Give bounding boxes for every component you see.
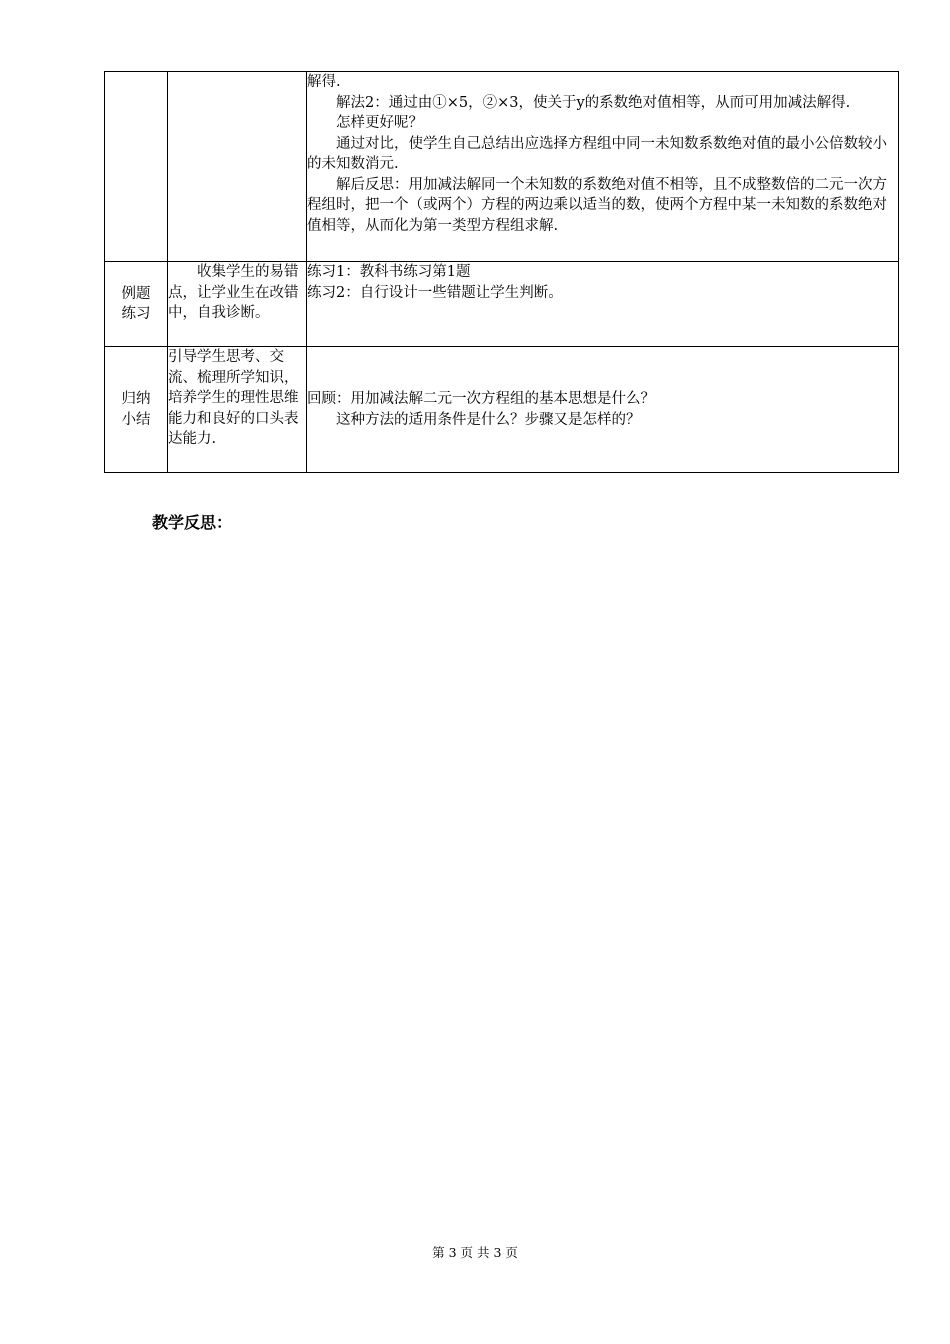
stage-label: 小结 xyxy=(121,411,151,428)
content-paragraph: 回顾：用加减法解二元一次方程组的基本思想是什么？ xyxy=(307,391,655,407)
content-cell xyxy=(307,347,899,473)
content-paragraph: 解得. xyxy=(307,74,341,90)
lesson-plan-table xyxy=(104,71,899,473)
intent-cell xyxy=(168,262,307,347)
stage-label: 归纳 xyxy=(121,391,151,407)
stage-cell xyxy=(105,72,168,262)
content-paragraph: 练习1：教科书练习第1题 xyxy=(307,264,471,280)
content-cell xyxy=(307,262,899,347)
stage-label: 例题 xyxy=(121,285,151,302)
content-cell xyxy=(307,72,899,262)
table-row xyxy=(105,347,899,473)
content-paragraph: 这种方法的适用条件是什么？步骤又是怎样的？ xyxy=(336,411,641,428)
content-paragraph: 通过对比，使学生自己总结出应选择方程组中同一未知数系数绝对值的最小公倍数较小的未知数消元. xyxy=(307,135,887,172)
content-paragraph: 解后反思：用加减法解同一个未知数的系数绝对值不相等，且不成整数倍的二元一次方程组时，把一个（或两个）方程的两边乘以适当的数，使两个方程中某一未知数的系数绝对值相等，从而化为第一类型方程组求解. xyxy=(307,176,887,234)
table-row xyxy=(105,72,899,262)
reflection-heading: 教学反思： xyxy=(152,513,233,532)
stage-label: 练习 xyxy=(121,306,151,322)
intent-cell xyxy=(168,347,307,473)
page-footer: 第 3 页 共 3 页 xyxy=(432,1245,518,1260)
stage-cell xyxy=(105,347,168,473)
table-row xyxy=(105,262,899,347)
stage-cell xyxy=(105,262,168,347)
content-paragraph: 练习2：自行设计一些错题让学生判断。 xyxy=(307,284,563,301)
intent-text: 引导学生思考、交流、梳理所学知识，培养学生的理性思维能力和良好的口头表达能力. xyxy=(168,349,299,447)
intent-cell xyxy=(168,72,307,262)
content-paragraph: 怎样更好呢？ xyxy=(336,115,423,131)
intent-text: 收集学生的易错点，让学业生在改错中，自我诊断。 xyxy=(168,264,299,321)
content-paragraph: 解法2：通过由①×5，②×3，使关于y的系数绝对值相等，从而可用加减法解得. xyxy=(336,94,851,111)
